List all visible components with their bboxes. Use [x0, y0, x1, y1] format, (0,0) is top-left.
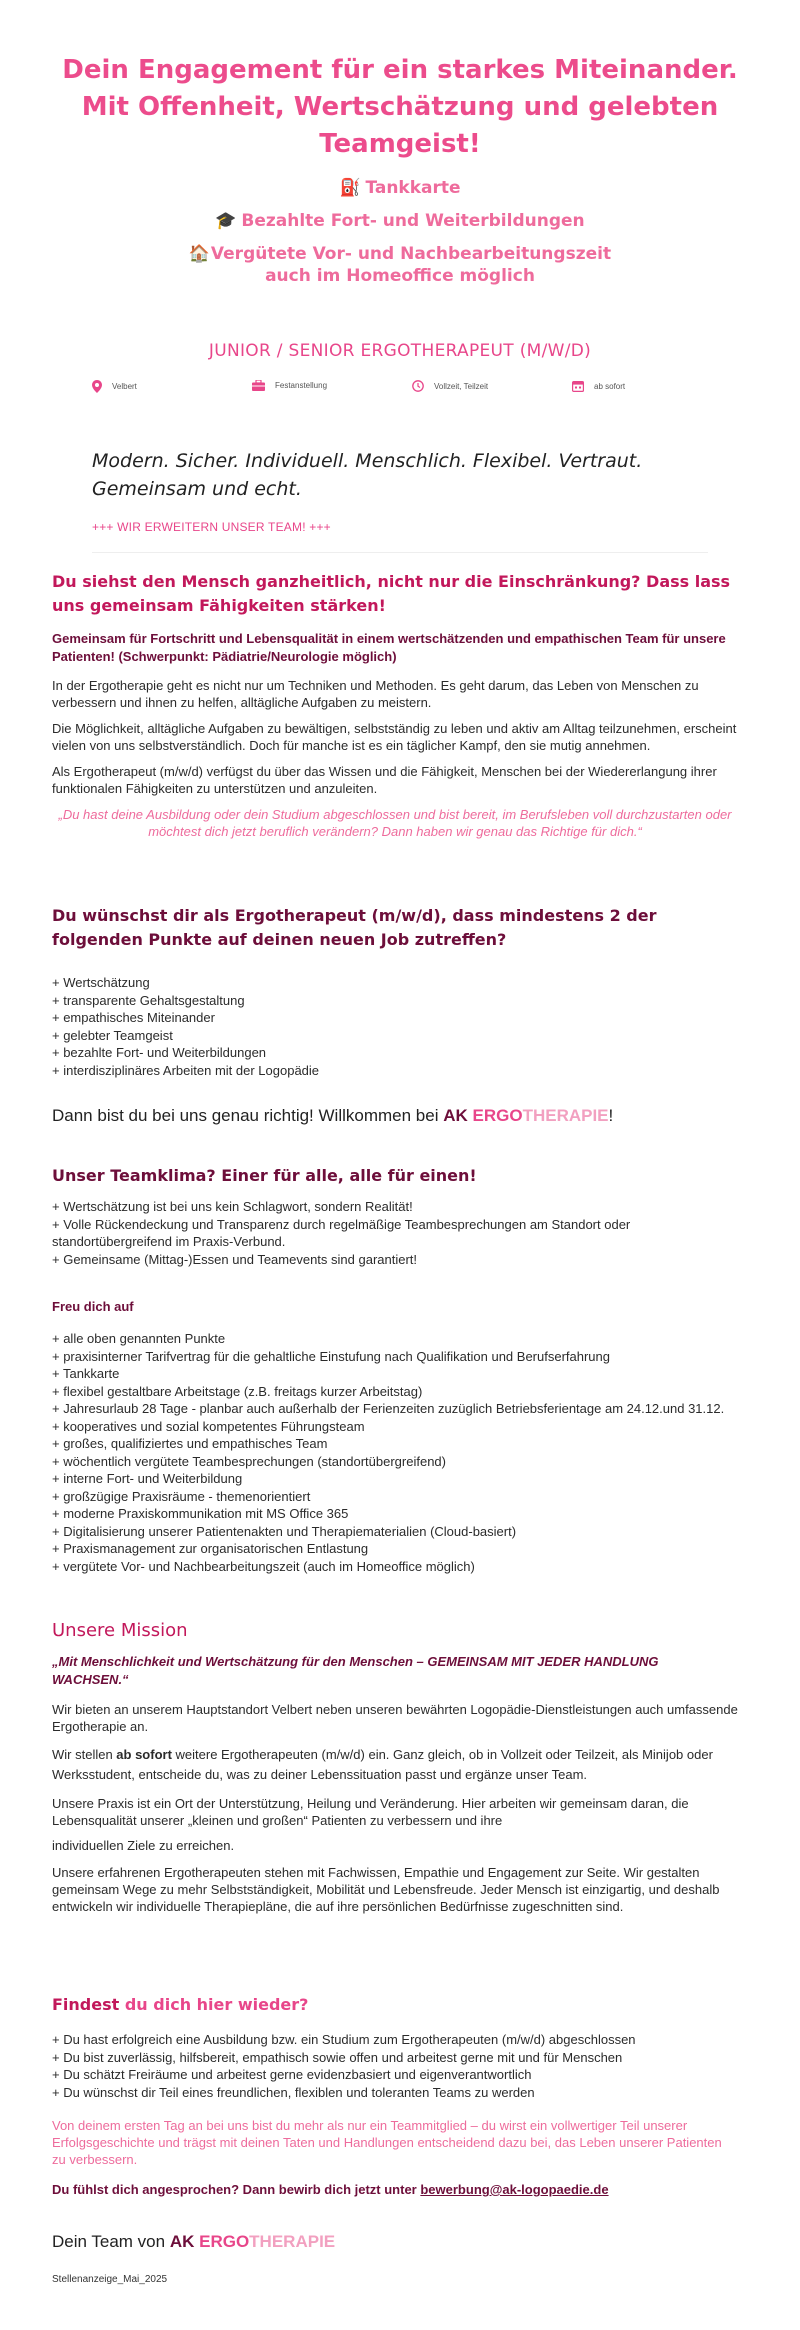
section-heading	[52, 1993, 738, 2017]
graduation-cap-icon: 🎓	[215, 211, 237, 231]
job-title: JUNIOR / SENIOR ERGOTHERAPEUT (M/W/D)	[208, 341, 592, 361]
section-heading: Unser Teamklima? Einer für alle, alle für einen!	[52, 1166, 477, 1185]
list-item: + flexibel gestaltbare Arbeitstage (z.B. freitags kurzer Arbeitstag)	[52, 1383, 423, 1399]
brand-ak: AK	[169, 2232, 195, 2251]
emphasis: ab sofort	[116, 1747, 172, 1762]
perk-label: Bezahlte Fort- und Weiterbildungen	[241, 211, 585, 231]
wishes-section	[52, 904, 738, 1079]
list-item: + interne Fort- und Weiterbildung	[52, 1471, 243, 1486]
benefits-list	[52, 1330, 738, 1575]
brand-ergo: ERGO	[199, 2232, 250, 2251]
house-icon: 🏠	[188, 244, 211, 264]
divider	[92, 552, 708, 553]
teamclimate-list	[52, 1198, 738, 1268]
list-item: + alle oben genannten Punkte	[52, 1331, 226, 1346]
brand-therapie: THERAPIE	[522, 1106, 609, 1125]
text: weitere Ergotherapeuten (m/w/d) ein. Ganz gleich, ob in Vollzeit oder Teilzeit, als Minijob oder Werksstudent, entscheide du, was zu deiner Lebenssituation passt und ergänze unser Team.	[52, 1747, 713, 1782]
employment-text: Festanstellung	[275, 381, 328, 390]
brand-ergo: ERGO	[472, 1106, 523, 1125]
calendar-icon	[572, 380, 584, 392]
paragraph: Unsere erfahrenen Ergotherapeuten stehen mit Fachwissen, Empathie und Engagement zur Seite. Wir gestalten gemeinsam Wege zu mehr Selbstständigkeit, Mobilität und Lebensfreude. Jeder Mensch ist einzigartig, und deshalb entwickeln wir individuelle Therapiepläne, die auf ihre persönlichen Bedürfnisse zugeschnitten sind.	[52, 1865, 720, 1914]
teamclimate-section	[52, 1164, 738, 1268]
apply-email-link[interactable]: bewerbung@ak-logopaedie.de	[420, 2182, 609, 2197]
list-item: + Gemeinsame (Mittag-)Essen und Teamevents sind garantiert!	[52, 1251, 418, 1267]
quote: „Du hast deine Ausbildung oder dein Studium abgeschlossen und bist bereit, im Berufsleben voll durchzustarten oder möchtest dich jetzt beruflich verändern? Dann haben wir genau das Richtige für dich.“	[58, 807, 732, 839]
heading-part: du dich hier wieder?	[119, 1995, 309, 2014]
welcome-end: !	[608, 1106, 614, 1125]
list-item: + transparente Gehaltsgestaltung	[52, 992, 245, 1008]
list-item: + großes, qualifiziertes und empathisches Team	[52, 1436, 328, 1451]
hours-text: Vollzeit, Teilzeit	[434, 381, 489, 391]
slogan: Modern. Sicher. Individuell. Menschlich. Flexibel. Vertraut. Gemeinsam und echt.	[92, 450, 643, 500]
location-pin-icon	[92, 380, 102, 393]
list-item: + Du hast erfolgreich eine Ausbildung bzw. ein Studium zum Ergotherapeuten (m/w/d) abgeschlossen	[52, 2032, 636, 2047]
perk-homeoffice	[165, 243, 635, 287]
meta-location	[92, 380, 137, 393]
mission-motto: „Mit Menschlichkeit und Wertschätzung für den Menschen – GEMEINSAM MIT JEDER HANDLUNG WACHSEN.“	[52, 1654, 659, 1687]
perk-label: Tankkarte	[365, 178, 461, 198]
list-item: + praxisinterner Tarifvertrag für die gehaltliche Einstufung nach Qualifikation und Berufserfahrung	[52, 1348, 610, 1364]
list-item: + bezahlte Fort- und Weiterbildungen	[52, 1045, 267, 1060]
list-item: + interdisziplinäres Arbeiten mit der Logopädie	[52, 1062, 320, 1078]
list-item: + Wertschätzung ist bei uns kein Schlagwort, sondern Realität!	[52, 1199, 413, 1214]
fuel-pump-icon: ⛽	[339, 178, 361, 198]
list-item: + Digitalisierung unserer Patientenakten und Therapiematerialien (Cloud-basiert)	[52, 1523, 517, 1539]
text: Wir stellen	[52, 1747, 117, 1762]
section-heading: Du siehst den Mensch ganzheitlich, nicht nur die Einschränkung? Dass lass uns gemeinsam Fähigkeiten stärken!	[52, 572, 731, 615]
section-heading: Unsere Mission	[52, 1620, 188, 1641]
mission-section	[52, 1620, 738, 1915]
list-item: + Du schätzt Freiräume und arbeitest gerne evidenzbasiert und eigenverantwortlich	[52, 2067, 532, 2082]
meta-start	[572, 380, 625, 392]
paragraph: Die Möglichkeit, alltägliche Aufgaben zu bewältigen, selbstständig zu leben und aktiv am Alltag teilzunehmen, erscheint vielen von uns selbstverständlich. Doch für manche ist es ein täglicher Kampf, den sie mutig annehmen.	[52, 721, 737, 753]
benefits-section	[52, 1298, 738, 1575]
perk-fuel-card	[0, 177, 800, 199]
list-item: + Wertschätzung	[52, 975, 150, 990]
location-text: Velbert	[112, 382, 137, 391]
section-heading: Du wünschst dir als Ergotherapeut (m/w/d), dass mindestens 2 der folgenden Punkte auf deinen neuen Job zutreffen?	[52, 906, 657, 949]
team-expand-banner: +++ WIR ERWEITERN UNSER TEAM! +++	[92, 520, 331, 534]
meta-hours	[412, 380, 488, 392]
perk-training	[0, 210, 800, 232]
list-item: + gelebter Teamgeist	[52, 1027, 173, 1043]
list-item: + vergütete Vor- und Nachbearbeitungszeit (auch im Homeoffice möglich)	[52, 1558, 475, 1574]
list-item: + Jahresurlaub 28 Tage - planbar auch außerhalb der Ferienzeiten zuzüglich Betriebsferientage am 24.12.und 31.12.	[52, 1401, 725, 1416]
apply-line	[52, 2182, 738, 2197]
paragraph: Wir bieten an unserem Hauptstandort Velbert neben unseren bewährten Logopädie-Dienstleistungen auch umfassende Ergotherapie an.	[52, 1702, 738, 1734]
start-text: ab sofort	[594, 381, 626, 391]
brand-therapie: THERAPIE	[249, 2232, 336, 2251]
welcome-line	[52, 1106, 738, 1126]
briefcase-icon	[252, 380, 265, 391]
paragraph: individuellen Ziele zu erreichen.	[52, 1838, 235, 1853]
signoff	[52, 2232, 738, 2252]
signoff-text: Dein Team von	[52, 2232, 170, 2251]
list-item: + Du wünschst dir Teil eines freundlichen, flexiblen und toleranten Teams zu werden	[52, 2084, 535, 2100]
list-item: + moderne Praxiskommunikation mit MS Office 365	[52, 1506, 349, 1521]
list-item: + kooperatives und sozial kompetentes Führungsteam	[52, 1418, 365, 1434]
intro-section	[52, 570, 738, 840]
list-item: + wöchentlich vergütete Teambesprechungen (standortübergreifend)	[52, 1453, 446, 1469]
paragraph: Unsere Praxis ist ein Ort der Unterstützung, Heilung und Veränderung. Hier arbeiten wir gemeinsam daran, die Lebensqualität unserer „kleinen und großen“ Patienten zu verbessern und ihre	[52, 1796, 689, 1828]
apply-text: Du fühlst dich angesprochen? Dann bewirb dich jetzt unter	[52, 2182, 421, 2197]
hero	[0, 0, 800, 361]
meta-employment	[252, 380, 327, 391]
profile-list	[52, 2031, 738, 2101]
profile-section	[52, 1993, 738, 2197]
closing-paragraph: Von deinem ersten Tag an bei uns bist du mehr als nur ein Teammitglied – du wirst ein vollwertiger Teil unserer Erfolgsgeschichte und trägst mit deinen Taten und Handlungen entscheidend dazu bei, das Leben unserer Patienten zu verbessern.	[52, 2118, 722, 2167]
list-item: + Du bist zuverlässig, hilfsbereit, empathisch sowie offen und arbeitest gerne mit und für Menschen	[52, 2049, 623, 2065]
list-item: + empathisches Miteinander	[52, 1010, 215, 1025]
heading-part: Findest	[52, 1995, 120, 2014]
list-item: + Tankkarte	[52, 1366, 120, 1381]
ad-reference: Stellenanzeige_Mai_2025	[52, 2274, 168, 2285]
job-meta	[92, 380, 652, 400]
clock-icon	[412, 380, 424, 392]
paragraph	[52, 1745, 738, 1785]
perk-label: Vergütete Vor- und Nachbearbeitungszeit auch im Homeoffice möglich	[210, 244, 612, 286]
list-item: + Volle Rückendeckung und Transparenz durch regelmäßige Teambesprechungen am Standort oder standortübergreifend im Praxis-Verbund.	[52, 1216, 631, 1249]
section-subheading: Gemeinsam für Fortschritt und Lebensqualität in einem wertschätzenden und empathischen Team für unsere Patienten! (Schwerpunkt: Pädiatrie/Neurologie möglich)	[52, 631, 726, 664]
wishes-list	[52, 974, 738, 1079]
list-item: + großzügige Praxisräume - themenorientiert	[52, 1488, 311, 1504]
paragraph: Als Ergotherapeut (m/w/d) verfügst du über das Wissen und die Fähigkeit, Menschen bei der Wiedererlangung ihrer funktionalen Fähigkeiten zu unterstützen und anzuleiten.	[52, 764, 717, 796]
list-item: + Praxismanagement zur organisatorischen Entlastung	[52, 1541, 369, 1556]
brand-ak: AK	[443, 1106, 468, 1125]
hero-headline: Dein Engagement für ein starkes Miteinander. Mit Offenheit, Wertschätzung und gelebten Teamgeist!	[62, 55, 738, 159]
section-heading: Freu dich auf	[52, 1299, 134, 1314]
paragraph: In der Ergotherapie geht es nicht nur um Techniken und Methoden. Es geht darum, das Leben von Menschen zu verbessern und ihnen zu helfen, alltägliche Aufgaben zu meistern.	[52, 678, 699, 710]
welcome-text: Dann bist du bei uns genau richtig! Willkommen bei	[52, 1106, 444, 1125]
